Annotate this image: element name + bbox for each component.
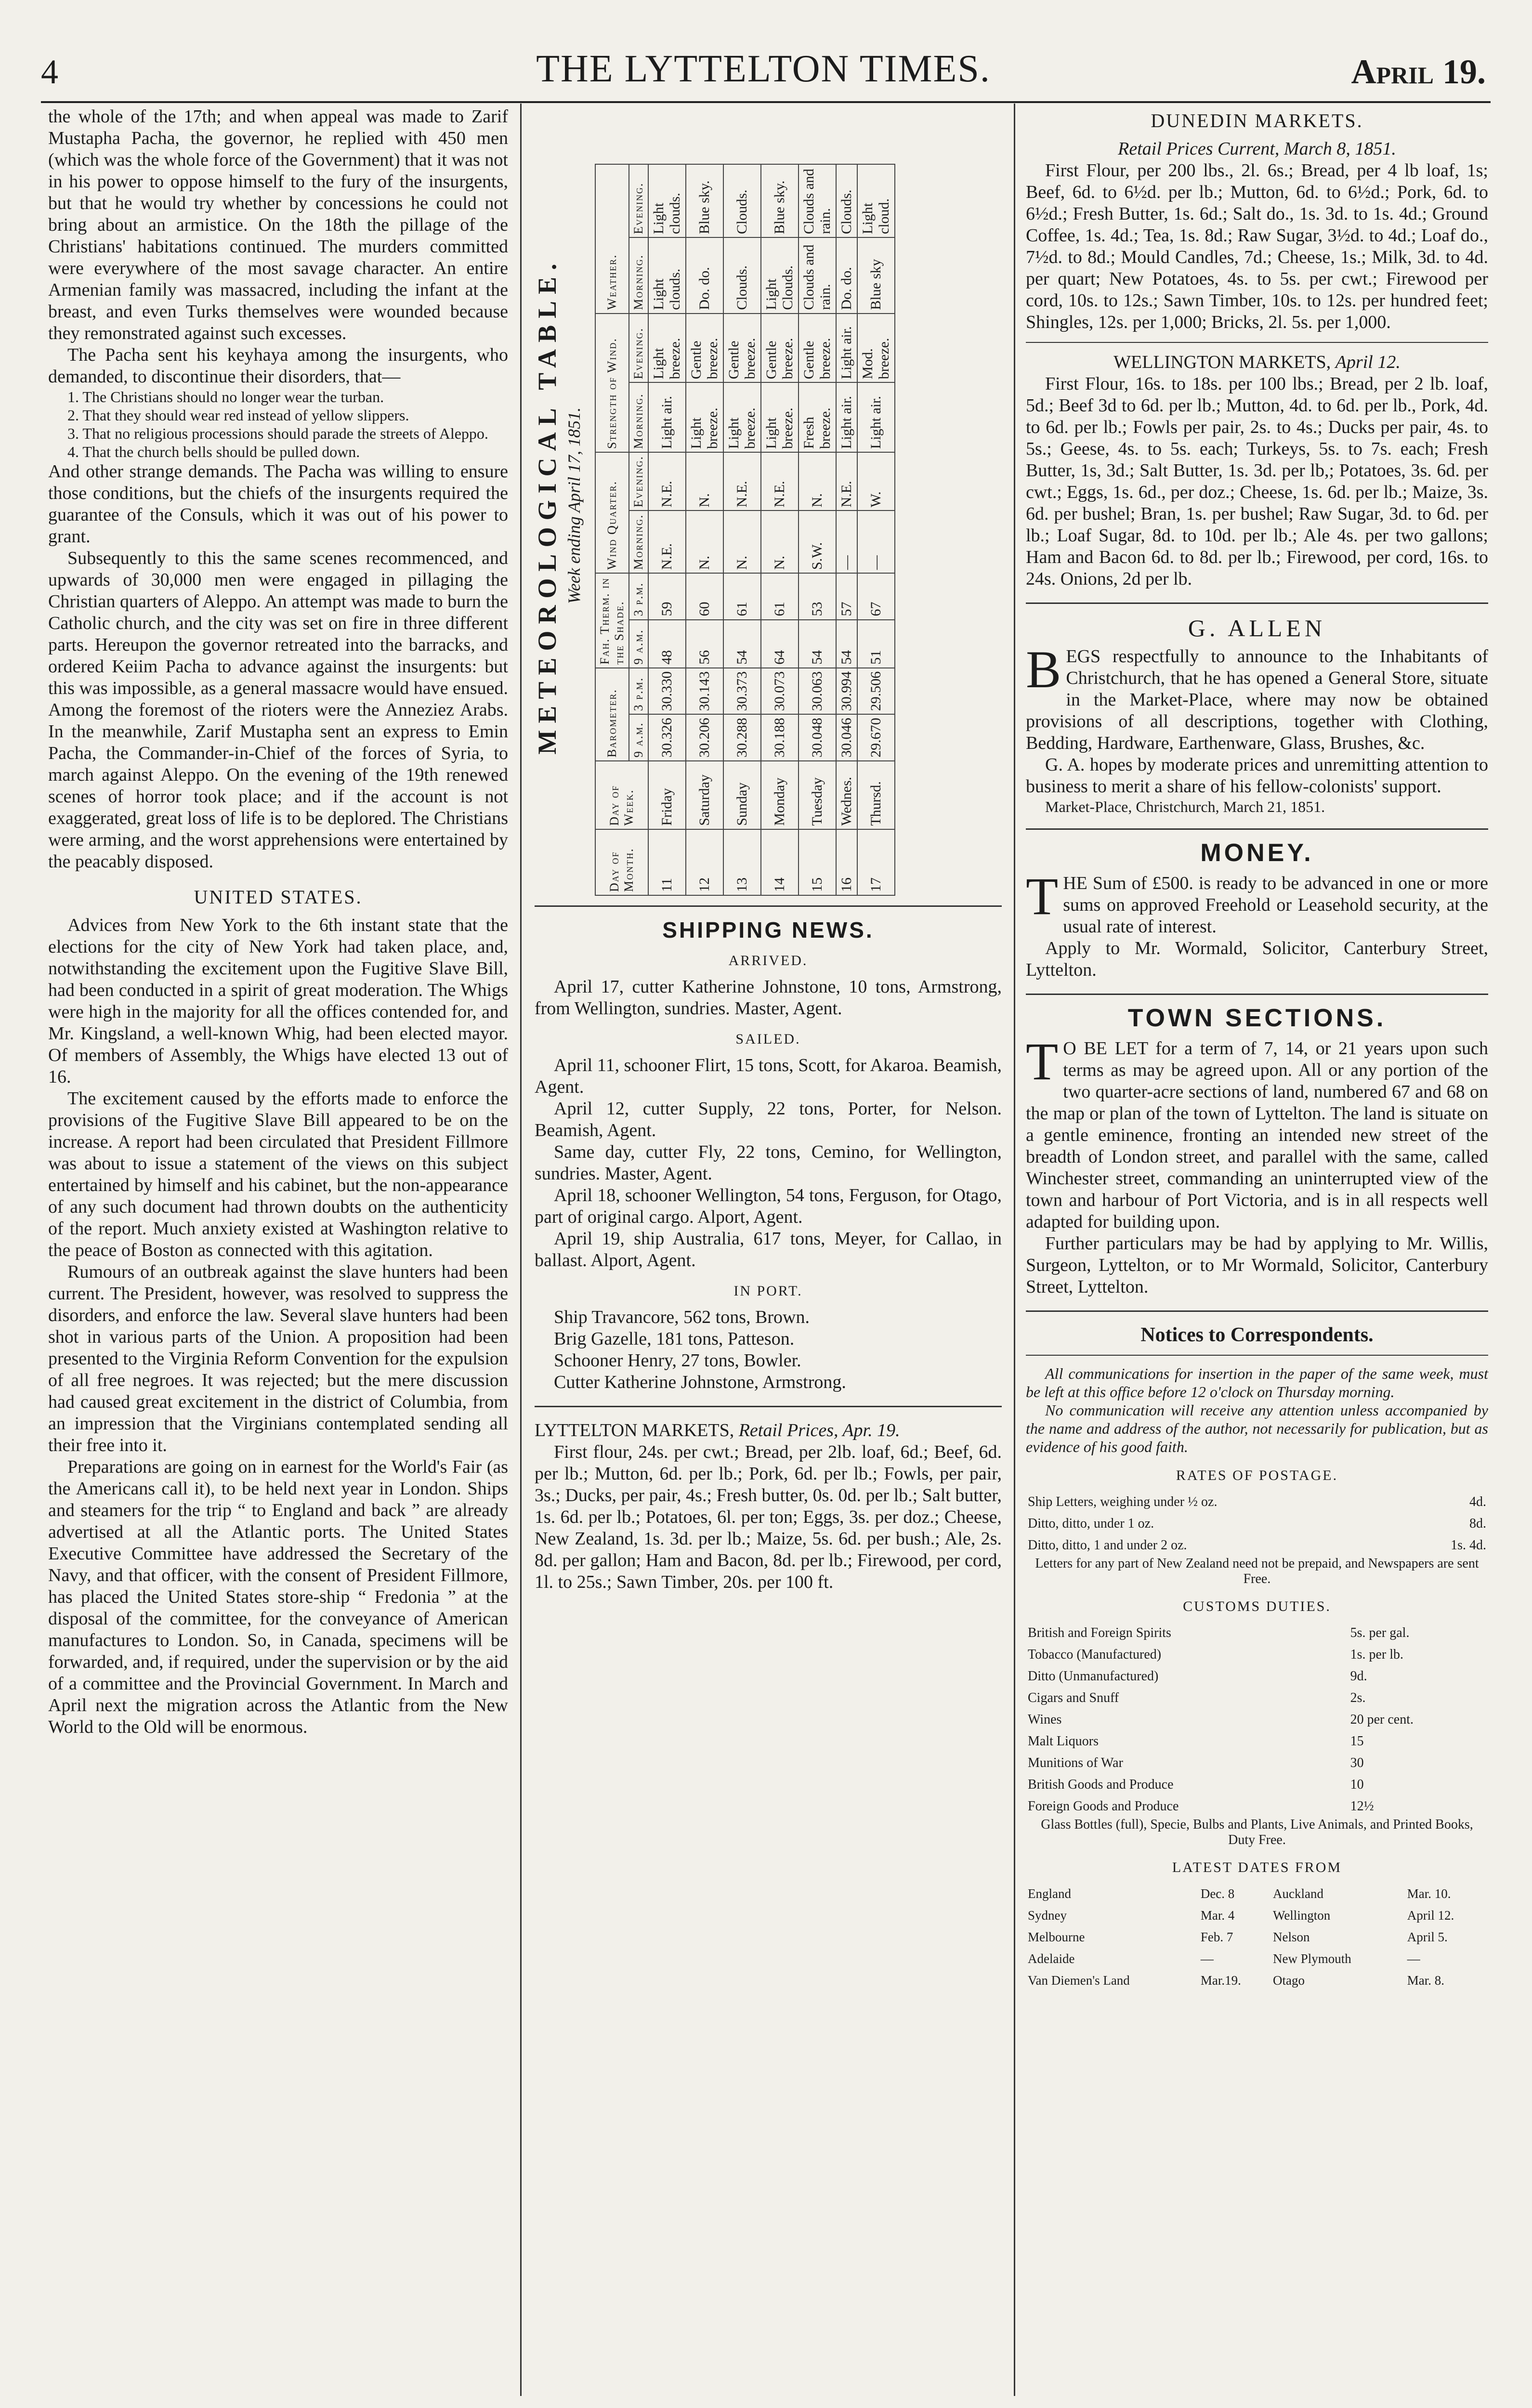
sub-heading: CUSTOMS DUTIES. (1183, 1598, 1331, 1614)
divider (1026, 602, 1488, 604)
table-cell: Do. do. (836, 237, 857, 314)
advert-body: Further particulars may be had by applying to Mr. Willis, Surgeon, Lyttelton, or to Mr Wormald, Solicitor, Canterbury Street, Lyttelton. (1026, 1233, 1488, 1297)
table-cell: Mod. breeze. (857, 314, 895, 383)
column-1 (48, 106, 508, 1738)
section-heading: Notices to Correspondents. (1140, 1324, 1374, 1346)
table-cell: 54 (799, 620, 836, 668)
table-cell: 53 (799, 573, 836, 619)
table-row (1026, 1970, 1488, 1991)
table-cell: 30 (1350, 1755, 1364, 1770)
table-row (1026, 1905, 1488, 1926)
table-cell: 15 (799, 829, 836, 895)
weather-table (595, 164, 895, 896)
sub-header: Evening. (629, 314, 648, 383)
shipping-entry: Cutter Katherine Johnstone, Armstrong. (554, 1372, 846, 1392)
table-cell: 30.046 (836, 714, 857, 761)
table-cell: Mar. 10. (1407, 1886, 1451, 1901)
market-prices: First Flour, per 200 lbs., 2l. 6s.; Bread, per 4 lb loaf, 1s; Beef, 6d. to 6½d. per lb.; Mutton, 6d. to 6½d.; Pork, 6d. to 6½d.; Fresh Butter, 1s. 6d.; Salt do., 1s. 3d. to 1s. 4d.; Ground Coffee, 1s. 4d.; Tea, 1s. 8d.; Raw Sugar, 3½d. to 4d.; Loaf do., 7½d. to 8d.; Mould Candles, 7d.; Cheese, 1s.; Milk, 3d. to 4d. per quart; New Potatoes, 4s. to 5s. per cwt.; Firewood per cord, 10s. to 12s.; Sawn Timber, 10s. to 12s. per hundred feet; Shingles, 12s. per 1,000; Bricks, 2l. 5s. per 1,000. (1026, 160, 1488, 332)
table-row (1026, 1644, 1488, 1665)
divider (1026, 342, 1488, 343)
sub-heading: ARRIVED. (728, 953, 808, 968)
section-heading: UNITED STATES. (194, 886, 363, 908)
table-cell: 5s. per gal. (1350, 1625, 1410, 1640)
table-row (723, 164, 761, 895)
table-cell: British Goods and Produce (1028, 1777, 1174, 1792)
shipping-entry: April 12, cutter Supply, 22 tons, Porter, for Nelson. Beamish, Agent. (535, 1099, 1002, 1140)
table-cell: Gentle breeze. (761, 314, 799, 383)
table-cell: Auckland (1273, 1886, 1323, 1901)
table-cell: 2s. (1350, 1690, 1366, 1705)
table-cell: 15 (1350, 1734, 1364, 1749)
table-cell: N. (723, 510, 761, 573)
table-row (1026, 1795, 1488, 1817)
table-cell: 54 (836, 620, 857, 668)
table-cell: Light clouds. (648, 237, 686, 314)
table-cell: Dec. 8 (1200, 1886, 1235, 1901)
shipping-entry: April 11, schooner Flirt, 15 tons, Scott, for Akaroa. Beamish, Agent. (535, 1055, 1002, 1097)
postage-note: Letters for any part of New Zealand need not be prepaid, and Newspapers are sent Free. (1035, 1556, 1479, 1586)
table-row: Ship Letters, weighing under ½ oz. 4d. (1028, 1494, 1486, 1509)
table-cell: 30.063 (799, 668, 836, 715)
article-paragraph: Rumours of an outbreak against the slave hunters had been current. The President, however, was resolved to suppress the disorders, and enforce the law. Several slave hunters had been shot in various parts of the Union. A proposition had been presented to the Virginia Reform Convention for the expulsion of all free negroes. It was rejected; but the mere discussion had caused great excitement in the district of Columbia, from an impression that the Virginians contemplated sending all their free into it. (48, 1262, 508, 1455)
shipping-entry: Ship Travancore, 562 tons, Brown. (554, 1307, 810, 1327)
table-cell: S.W. (799, 510, 836, 573)
article-paragraph: The excitement caused by the efforts made to enforce the provisions of the Fugitive Slave Bill appeared to be on the increase. A report had been circulated that President Fillmore was about to issue a statement of the views on this subject entertained by himself and his cabinet, but the non-appearance of any such document had thrown doubts on the authenticity of the report. Much anxiety existed at Washington relative to the peace of Boston as connected with this agitation. (48, 1088, 508, 1260)
table-cell: Gentle breeze. (723, 314, 761, 383)
table-cell: Monday (761, 761, 799, 829)
table-cell: 61 (723, 573, 761, 619)
section-subheading: Retail Prices Current, March 8, 1851. (1118, 139, 1396, 159)
article-paragraph: Preparations are going on in earnest for the World's Fair (as the Americans call it), to be held next year in London. Ships and steamers for the trip “ to England and back ” are already advertised at all the Atlantic ports. The United States Executive Committee have addressed the Secretary of the Navy, and that officer, with the consent of President Fillmore, has placed the United States store-ship “ Fredonia ” at the disposal of the committee, for the conveyance of American manufactures to London. So, in Canada, specimens will be forwarded, and, if required, under the supervision or by the aid of a committee and the Provincial Government. In March and April next the migration across the Atlantic from the New World to the Old will be enormous. (48, 1457, 508, 1737)
table-cell: Light breeze. (723, 382, 761, 452)
table-cell: 14 (761, 829, 799, 895)
table-cell: April 5. (1407, 1930, 1448, 1944)
table-cell: New Plymouth (1273, 1951, 1351, 1966)
article-paragraph: Subsequently to this the same scenes recommenced, and upwards of 30,000 men were engaged in pillaging the Christian quarters of Aleppo. An attempt was made to burn the Catholic church, and the city was set on fire in three different parts. Hereupon the governor retreated into the barracks, and ordered Keiim Pacha to advance against the insurgents: but this was impossible, as a general massacre would have ensued. Among the foremost of the rioters were the Anneziez Arabs. In the meanwhile, Zarif Mustapha sent an express to Emin Pacha, the Commander-in-Chief of the forces of Syria, to march against Aleppo. On the evening of the 19th renewed scenes of horror took place; and if the account is not exaggerated, great loss of life is to be deplored. The Christians were arming, and the worst apprehensions were entertained by the peacably disposed. (48, 548, 509, 872)
article-paragraph: The Pacha sent his keyhaya among the insurgents, who demanded, to discontinue their disorders, that— (48, 345, 508, 387)
table-title: METEOROLOGICAL TABLE. (533, 257, 562, 755)
col-header: Fah. Therm. in the Shade. (595, 573, 629, 668)
table-cell: Adelaide (1028, 1951, 1075, 1966)
table-row (857, 164, 895, 895)
divider (535, 905, 1002, 907)
col-header: Day of Week. (595, 761, 648, 829)
table-cell: Mar. 8. (1407, 1973, 1444, 1988)
table-cell: — (1200, 1951, 1214, 1966)
column-divider (1014, 104, 1015, 2396)
table-cell: N. (761, 510, 799, 573)
market-prices: First flour, 24s. per cwt.; Bread, per 2lb. loaf, 6d.; Beef, 6d. per lb.; Mutton, 6d. per lb.; Pork, 6d. per lb.; Fowls, per pair, 3s.; Ducks, per pair, 4s.; Fresh butter, 0s. 0d. per lb.; Salt butter, 1s. 6d. per lb.; Potatoes, 6l. per ton; Eggs, 3s. per doz.; Cheese, New Zealand, 1s. 3d. per lb.; Maize, 5s. 6d. per bush.; Ale, 2s. 8d. per gallon; Ham and Bacon, 8d. per lb.; Firewood, per cord, 1l. to 25s.; Sawn Timber, 20s. per 100 ft. (535, 1442, 1002, 1592)
table-cell: N.E. (761, 452, 799, 510)
table-cell: Sydney (1028, 1908, 1067, 1923)
table-row (1026, 1926, 1488, 1948)
table-cell: 30.143 (686, 668, 723, 715)
table-cell: Cigars and Snuff (1028, 1690, 1119, 1705)
table-cell: N. (686, 510, 723, 573)
col-header: Barometer. (595, 668, 629, 761)
table-cell: Light air. (836, 382, 857, 452)
sub-header: 3 p.m. (629, 573, 648, 619)
divider (1026, 994, 1488, 995)
table-cell: Nelson (1273, 1930, 1310, 1944)
table-cell: 20 per cent. (1350, 1712, 1414, 1727)
column-divider (520, 104, 522, 2396)
sub-header: Morning. (629, 382, 648, 452)
table-cell: 64 (761, 620, 799, 668)
table-cell: N.E. (648, 510, 686, 573)
divider (1026, 828, 1488, 830)
table-cell: British and Foreign Spirits (1028, 1625, 1171, 1640)
table-cell: Blue sky. (686, 164, 723, 237)
table-cell: N.E. (648, 452, 686, 510)
table-cell: Clouds and rain. (799, 237, 836, 314)
table-cell: 12 (686, 829, 723, 895)
table-cell: Light air. (836, 314, 857, 383)
table-cell: Otago (1273, 1973, 1305, 1988)
notice-paragraph: All communications for insertion in the paper of the same week, must be left at this office before 12 o'clock on Thursday morning. (1026, 1365, 1488, 1400)
shipping-entry: April 17, cutter Katherine Johnstone, 10 tons, Armstrong, from Wellington, sundries. Master, Agent. (535, 977, 1002, 1019)
table-cell: Light breeze. (761, 382, 799, 452)
issue-date: April 19. (1351, 52, 1486, 91)
table-row (799, 164, 836, 895)
table-cell: Clouds. (723, 164, 761, 237)
table-cell: N. (686, 452, 723, 510)
advert-heading: MONEY. (1200, 839, 1314, 867)
table-cell: 29.670 (857, 714, 895, 761)
market-heading: LYTTELTON MARKETS, Retail Prices, Apr. 19. (535, 1420, 900, 1440)
table-cell: 56 (686, 620, 723, 668)
customs-table (1026, 1622, 1488, 1817)
shipping-entry: Same day, cutter Fly, 22 tons, Cemino, for Wellington, sundries. Master, Agent. (535, 1142, 1002, 1184)
shipping-entry: Brig Gazelle, 181 tons, Patteson. (554, 1329, 795, 1349)
table-cell: Friday (648, 761, 686, 829)
notice-paragraph: No communication will receive any attention unless accompanied by the name and address of the author, not necessarily for publication, but as evidence of his good faith. (1026, 1401, 1488, 1455)
table-cell: 30.206 (686, 714, 723, 761)
sub-header: Morning. (629, 510, 648, 573)
sub-heading: SAILED. (735, 1031, 801, 1047)
table-cell: Tobacco (Manufactured) (1028, 1647, 1162, 1662)
table-cell: 30.048 (799, 714, 836, 761)
list-item: 4. That the church bells should be pulled down. (67, 443, 360, 460)
table-cell: Foreign Goods and Produce (1028, 1799, 1179, 1814)
col-header: Strength of Wind. (595, 314, 629, 453)
table-cell: England (1028, 1886, 1071, 1901)
table-cell: 12½ (1350, 1799, 1374, 1814)
table-row (1026, 1752, 1488, 1774)
sub-header: 9 a.m. (629, 714, 648, 761)
divider (1026, 1310, 1488, 1312)
table-cell: Thursd. (857, 761, 895, 829)
table-cell: — (1407, 1951, 1420, 1966)
table-cell: 30.326 (648, 714, 686, 761)
table-cell: Light clouds. (648, 164, 686, 237)
table-cell: 57 (836, 573, 857, 619)
table-cell: 51 (857, 620, 895, 668)
sub-heading: RATES OF POSTAGE. (1176, 1467, 1338, 1483)
table-cell: Saturday (686, 761, 723, 829)
table-cell: Clouds. (836, 164, 857, 237)
table-cell: Blue sky (857, 237, 895, 314)
table-cell: Munitions of War (1028, 1755, 1123, 1770)
table-cell: Tuesday (799, 761, 836, 829)
table-cell: Do. do. (686, 237, 723, 314)
table-cell: Light air. (648, 382, 686, 452)
article-paragraph: And other strange demands. The Pacha was willing to ensure those conditions, but the chiefs of the insurgents required the guarantee of the Consuls, which it was out of his power to grant. (48, 461, 508, 547)
advert-body: BEGS respectfully to announce to the Inhabitants of Christchurch, that he has opened a General Store, situate in the Market-Place, where may now be obtained provisions of all descriptions, together with Clothing, Bedding, Hardware, Earthenware, Glass, Brushes, &c. (1026, 640, 1488, 753)
article-paragraph: Advices from New York to the 6th instant state that the elections for the city of New York had taken place, and, notwithstanding the excitement upon the Fugitive Slave Bill, had been conducted in a spirit of great moderation. The Whigs were high in the majority for all the offices contended for, and Mr. Kingsland, a well-known Whig, had been elected mayor. Of members of Assembly, the Whigs have elected 13 out of 16. (48, 915, 508, 1087)
table-cell: — (836, 510, 857, 573)
advert-body: THE Sum of £500. is ready to be advanced in one or more sums on approved Freehold or Leasehold security, at the usual rate of interest. (1026, 867, 1488, 937)
table-cell: Gentle breeze. (799, 314, 836, 383)
table-cell: 61 (761, 573, 799, 619)
advert-heading: G. ALLEN (1188, 615, 1326, 641)
table-row (1026, 1622, 1488, 1644)
table-cell: Light breeze. (686, 382, 723, 452)
latest-dates-table (1026, 1883, 1488, 1991)
shipping-entry: April 18, schooner Wellington, 54 tons, Ferguson, for Otago, part of original cargo. Alport, Agent. (535, 1185, 1002, 1227)
page-number: 4 (41, 52, 58, 91)
masthead (41, 42, 1486, 100)
advert-body: Apply to Mr. Wormald, Solicitor, Canterbury Street, Lyttelton. (1026, 938, 1488, 980)
table-row (1026, 1774, 1488, 1795)
table-row (1026, 1883, 1488, 1905)
table-cell: 54 (723, 620, 761, 668)
table-cell: 30.073 (761, 668, 799, 715)
section-heading: DUNEDIN MARKETS. (1151, 110, 1363, 131)
table-cell: N. (799, 452, 836, 510)
advert-body: T O BE LET for a term of 7, 14, or 21 years upon such terms as may be agreed upon. All or any portion of the two quarter-acre sections of land, numbered 67 and 68 on the map or plan of the town of Lyttelton. The land is situate on a gentle eminence, fronting an intended new street of the breadth of London street, and parallel with the same, called Winchester street, commanding an uninterrupted view of the town and harbour of Port Victoria, and is in all respects well adapted for building upon. (1026, 1032, 1488, 1232)
masthead-rule (41, 101, 1491, 103)
table-cell: Light air. (857, 382, 895, 452)
table-cell: — (857, 510, 895, 573)
table-cell: 30.330 (648, 668, 686, 715)
list-item: 3. That no religious processions should parade the streets of Aleppo. (67, 425, 488, 442)
meteorological-table (533, 116, 999, 896)
table-row (761, 164, 799, 895)
col-header: Wind Quarter. (595, 452, 629, 573)
newspaper-title: THE LYTTELTON TIMES. (536, 48, 991, 90)
advert-body: G. A. hopes by moderate prices and unremitting attention to business to merit a share of his fellow-colonists' support. (1026, 755, 1488, 797)
table-row: Ditto, ditto, 1 and under 2 oz. 1s. 4d. (1028, 1538, 1486, 1553)
table-subtitle: Week ending April 17, 1851. (564, 407, 584, 604)
table-cell: W. (857, 452, 895, 510)
table-row (648, 164, 686, 895)
table-row (1026, 1948, 1488, 1970)
postage-table (1026, 1491, 1488, 1556)
table-cell: Sunday (723, 761, 761, 829)
table-cell: Melbourne (1028, 1930, 1085, 1944)
column-2-lower (535, 905, 1002, 1593)
table-cell: 30.373 (723, 668, 761, 715)
table-row (1026, 1709, 1488, 1730)
table-body (648, 164, 895, 895)
advert-footer: Market-Place, Christchurch, March 21, 1851. (1045, 798, 1325, 815)
table-cell: 17 (857, 829, 895, 895)
sub-header: 9 a.m. (629, 620, 648, 668)
article-paragraph: the whole of the 17th; and when appeal was made to Zarif Mustapha Pacha, the governor, he replied with 450 men (which was the whole force of the Government) that it was not in his power to oppose himself to the fury of the insurgents, but that he would try whether by concessions he could not bring about an armistice. On the 18th the pillage of the Christians' habitations continued. The murders committed were everywhere of the most savage character. An entire Armenian family was massacred, including the infant at the breast, and even Turks themselves were wounded because they remonstrated against such excesses. (48, 106, 508, 343)
table-cell: Ditto (Unmanufactured) (1028, 1669, 1159, 1684)
table-row: Ditto, ditto, under 1 oz. 8d. (1028, 1516, 1486, 1531)
table-cell: Mar.19. (1200, 1973, 1241, 1988)
table-cell: 48 (648, 620, 686, 668)
table-cell: 16 (836, 829, 857, 895)
table-row (1026, 1665, 1488, 1687)
table-cell: 29.506 (857, 668, 895, 715)
section-heading: SHIPPING NEWS. (662, 917, 874, 942)
table-cell: Light cloud. (857, 164, 895, 237)
sub-header: Morning. (629, 237, 648, 314)
sub-header: 3 p.m. (629, 668, 648, 715)
table-cell: Gentle breeze. (686, 314, 723, 383)
advert-heading: TOWN SECTIONS. (1127, 1004, 1387, 1032)
shipping-entry: April 19, ship Australia, 617 tons, Meyer, for Callao, in ballast. Alport, Agent. (535, 1229, 1002, 1270)
market-heading: WELLINGTON MARKETS, April 12. (1113, 352, 1401, 372)
customs-note: Glass Bottles (full), Specie, Bulbs and Plants, Live Animals, and Printed Books, Duty Free. (1041, 1817, 1473, 1847)
table-cell: 30.188 (761, 714, 799, 761)
table-cell: 1s. per lb. (1350, 1647, 1404, 1662)
sub-heading: IN PORT. (733, 1283, 803, 1299)
sub-heading: LATEST DATES FROM (1172, 1859, 1342, 1875)
table-cell: 30.994 (836, 668, 857, 715)
table-cell: N.E. (723, 452, 761, 510)
table-cell: Malt Liquors (1028, 1734, 1099, 1749)
table-cell: Blue sky. (761, 164, 799, 237)
column-3 (1026, 106, 1488, 1991)
table-cell: 13 (723, 829, 761, 895)
table-cell: Wednes. (836, 761, 857, 829)
list-item: 1. The Christians should no longer wear the turban. (67, 388, 384, 406)
table-cell: Wines (1028, 1712, 1062, 1727)
table-cell: Fresh breeze. (799, 382, 836, 452)
table-cell: 60 (686, 573, 723, 619)
table-cell: Light breeze. (648, 314, 686, 383)
table-row (836, 164, 857, 895)
table-row (686, 164, 723, 895)
table-cell: 67 (857, 573, 895, 619)
sub-header: Evening. (629, 452, 648, 510)
divider (1026, 1355, 1488, 1356)
table-cell: Clouds and rain. (799, 164, 836, 237)
table-cell: Wellington (1273, 1908, 1331, 1923)
table-cell: Clouds. (723, 237, 761, 314)
table-cell: 10 (1350, 1777, 1364, 1792)
col-header: Day of Month. (595, 829, 648, 895)
table-row (1026, 1687, 1488, 1709)
market-prices: First Flour, 16s. to 18s. per 100 lbs.; Bread, per 2 lb. loaf, 5d.; Beef 3d to 6d. per lb.; Mutton, 4d. to 6d. per lb., Pork, 4d. to 6d. per lb.; Fowls per pair, 2s. to 4s.; Ducks per pair, 4s. to 5s.; Geese, 4s. to 5s. each; Turkeys, 5s. to 7s. each; Fresh Butter, 1s, 3d.; Salt Butter, 1s. 3d. per lb,; Potatoes, 3s. 6d. per cwt.; Eggs, 1s. 6d., per doz.; Cheese, 1s. 6d. per lb.; Maize, 3s. 6d. per bushel; Bran, 1s. per bushel; Raw Sugar, 3d. to 6d. per lb.; Loaf Sugar, 8d. to 10d. per lb.; Ale 4s. per two gallons; Ham and Bacon 6d. to 8d. per lb.; Firewood, per cord, 16s. to 24s. Onions, 2d per lb. (1026, 374, 1488, 589)
table-cell: Light Clouds. (761, 237, 799, 314)
table-cell: April 12. (1407, 1908, 1454, 1923)
table-cell: 30.288 (723, 714, 761, 761)
table-cell: Mar. 4 (1200, 1908, 1235, 1923)
table-cell: N.E. (836, 452, 857, 510)
shipping-entry: Schooner Henry, 27 tons, Bowler. (554, 1350, 801, 1371)
list-item: 2. That they should wear red instead of yellow slippers. (67, 406, 409, 424)
col-header: Weather. (595, 164, 629, 314)
table-row (1026, 1730, 1488, 1752)
table-cell: 11 (648, 829, 686, 895)
table-cell: 9d. (1350, 1669, 1367, 1684)
sub-header: Evening. (629, 164, 648, 237)
table-cell: Van Diemen's Land (1028, 1973, 1130, 1988)
table-cell: Feb. 7 (1200, 1930, 1233, 1944)
divider (535, 1406, 1002, 1407)
table-cell: 59 (648, 573, 686, 619)
